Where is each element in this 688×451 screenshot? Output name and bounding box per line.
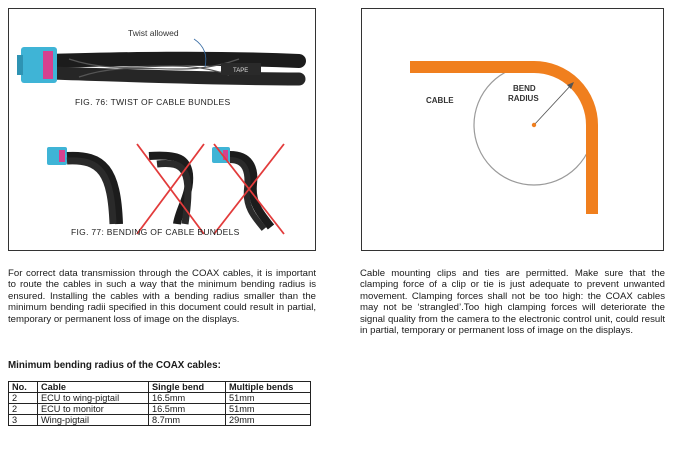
twisted-cable-bundle bbox=[49, 59, 299, 79]
cell-no: 2 bbox=[9, 393, 38, 404]
cell-no: 3 bbox=[9, 415, 38, 426]
bent-cable-too-tight-1 bbox=[137, 144, 204, 234]
radius-label: RADIUS bbox=[508, 94, 539, 103]
cable-shape bbox=[410, 67, 592, 214]
figure-panel-bend-radius bbox=[361, 8, 664, 251]
bend-radius-diagram bbox=[362, 9, 663, 250]
twist-allowed-label: Twist allowed bbox=[128, 28, 179, 38]
radius-line bbox=[534, 84, 572, 125]
cell-multiple-bends: 51mm bbox=[226, 404, 311, 415]
bending-radius-table bbox=[8, 381, 311, 426]
cell-no: 2 bbox=[9, 404, 38, 415]
figure-77-caption: FIG. 77: BENDING OF CABLE BUNDELS bbox=[71, 227, 240, 237]
table-row bbox=[9, 404, 311, 415]
bend-label: BEND bbox=[513, 84, 536, 93]
cell-single-bend: 16.5mm bbox=[149, 393, 226, 404]
bent-cable-correct bbox=[47, 147, 119, 224]
cable-photos bbox=[9, 9, 315, 250]
cable-label: CABLE bbox=[426, 96, 454, 105]
cell-multiple-bends: 29mm bbox=[226, 415, 311, 426]
center-point bbox=[532, 123, 536, 127]
figure-76-caption: FIG. 76: TWIST OF CABLE BUNDLES bbox=[75, 97, 231, 107]
header-multiple-bends: Multiple bends bbox=[226, 382, 311, 393]
connector-blue-large bbox=[17, 47, 57, 83]
routing-paragraph: For correct data transmission through the COAX cables, it is important to route the cables in such a way that the minimum bending radius is ensured. Installing the cables with a bending radius smaller than the minimum bending radii specified in this document could result in partial, temporary or permanent loss of image on the displays. bbox=[8, 268, 316, 325]
cell-cable: Wing-pigtail bbox=[38, 415, 149, 426]
table-title: Minimum bending radius of the COAX cables: bbox=[8, 360, 221, 371]
header-cable: Cable bbox=[38, 382, 149, 393]
header-single-bend: Single bend bbox=[149, 382, 226, 393]
table-row bbox=[9, 415, 311, 426]
cell-single-bend: 16.5mm bbox=[149, 404, 226, 415]
figure-panel-cable-handling bbox=[8, 8, 316, 251]
clamping-paragraph: Cable mounting clips and ties are permitted. Make sure that the clamping force of a clip or tie is just adequate to prevent unwanted movement. Clamping forces shall not be too high: the COAX cables may not be ‘strangled’.Too high clamping forces will deteriorate the signal quality from the camera to the electronic control unit, could result in partial, temporary or permanent loss of image on the displays. bbox=[360, 268, 665, 337]
header-no: No. bbox=[9, 382, 38, 393]
tape-label: TAPE bbox=[233, 68, 249, 74]
table-header-row bbox=[9, 382, 311, 393]
cell-cable: ECU to monitor bbox=[38, 404, 149, 415]
cell-cable: ECU to wing-pigtail bbox=[38, 393, 149, 404]
bent-cable-too-tight-2 bbox=[212, 144, 284, 234]
cell-multiple-bends: 51mm bbox=[226, 393, 311, 404]
table-row bbox=[9, 393, 311, 404]
cell-single-bend: 8.7mm bbox=[149, 415, 226, 426]
